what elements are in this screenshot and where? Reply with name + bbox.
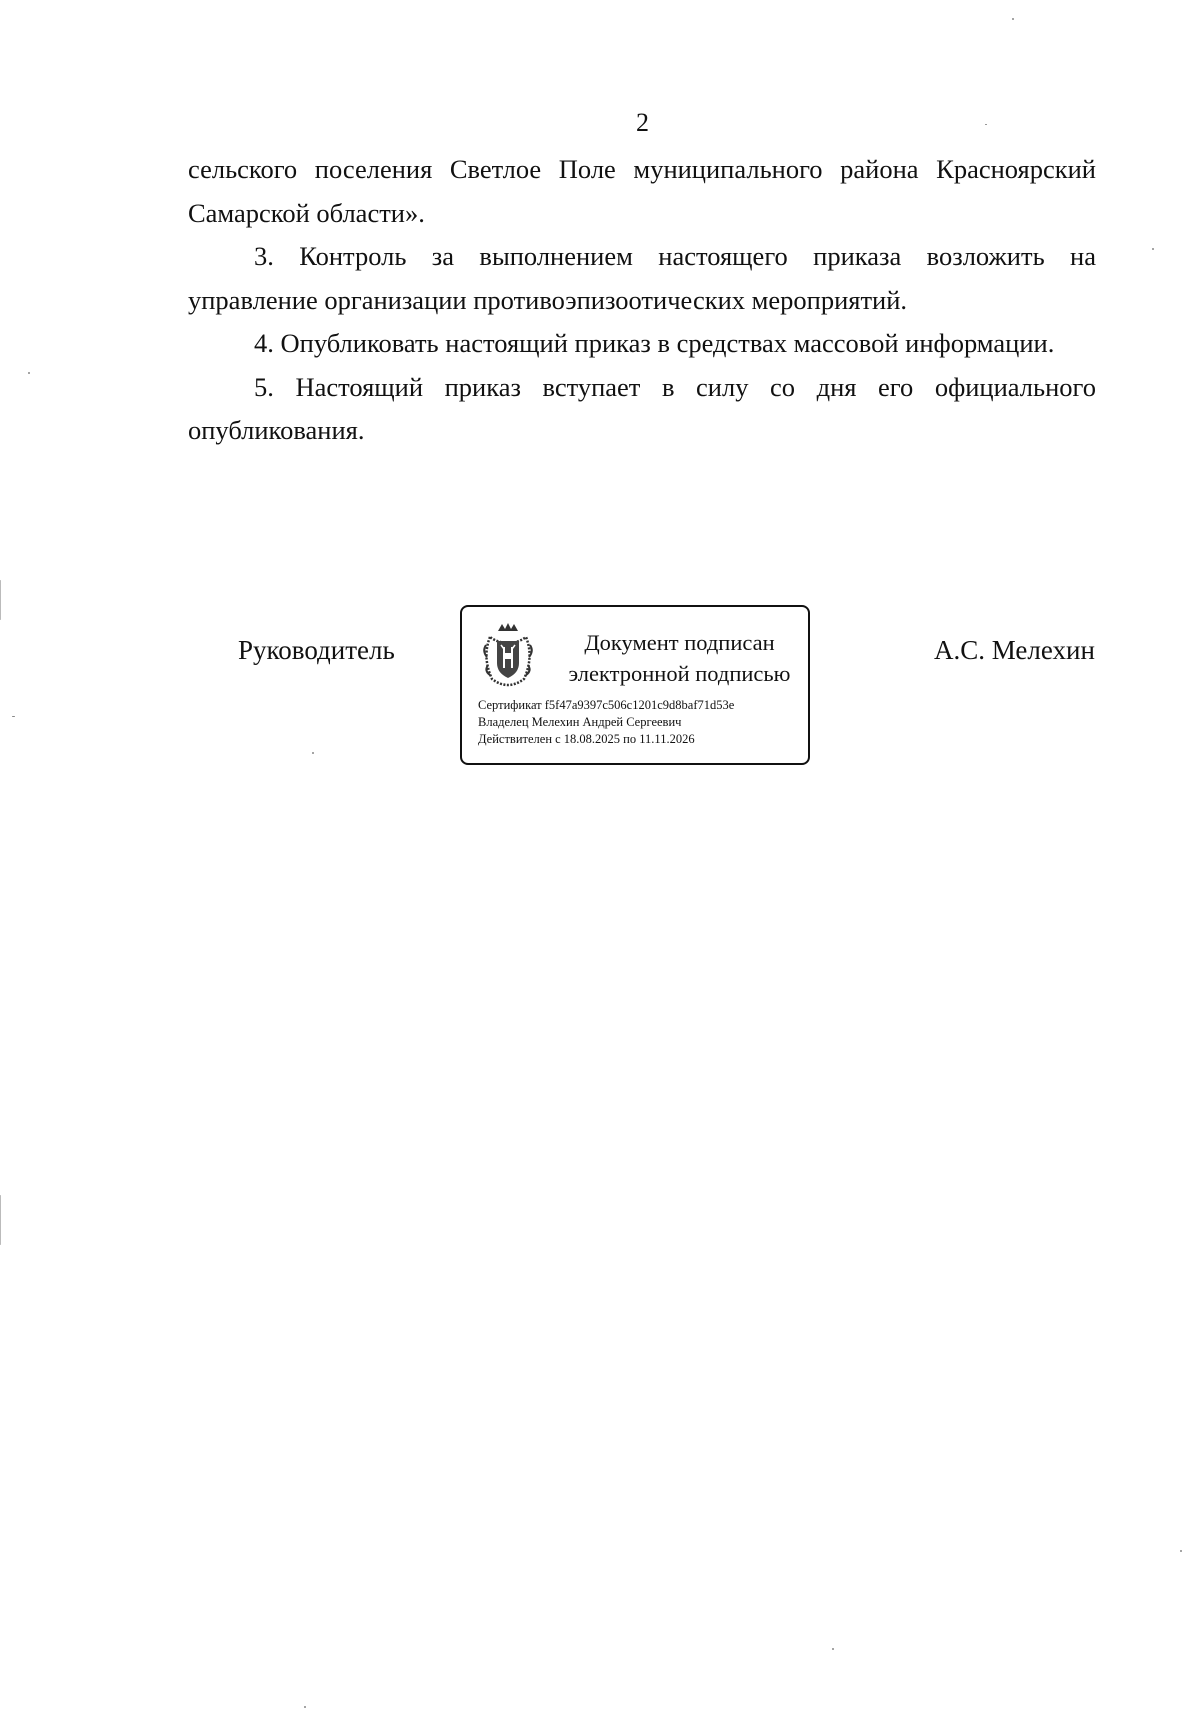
- page-number: 2: [636, 108, 649, 137]
- scan-speck: [832, 1648, 834, 1650]
- certificate-validity: Действителен с 18.08.2025 по 11.11.2026: [478, 732, 695, 746]
- certificate-details: [478, 697, 734, 748]
- scan-speck: [1012, 18, 1014, 20]
- scan-speck: [985, 124, 987, 125]
- scan-speck: [28, 372, 30, 374]
- electronic-signature-stamp: [460, 605, 810, 765]
- certificate-owner: Владелец Мелехин Андрей Сергеевич: [478, 715, 682, 729]
- signer-name: А.С. Мелехин: [934, 635, 1095, 665]
- signer-position: Руководитель: [238, 635, 395, 665]
- paragraph-item-4: 4. Опубликовать настоящий приказ в средствах массовой информации.: [254, 328, 1055, 358]
- scan-speck: [304, 1706, 306, 1708]
- scan-speck: [0, 580, 1, 620]
- coat-of-arms-icon: [478, 621, 538, 687]
- document-body: [188, 148, 1096, 453]
- paragraph-item-3: 3. Контроль за выполнением настоящего приказа возложить на управление организации противоэпизоотических мероприятий.: [188, 241, 1096, 315]
- paragraph-item-5: 5. Настоящий приказ вступает в силу со дня его официального опубликования.: [188, 371, 1096, 445]
- scan-speck: [312, 752, 314, 754]
- signature-block: [0, 605, 1200, 765]
- paragraph-continuation: сельского поселения Светлое Поле муниципального района Красноярский Самарской области».: [188, 154, 1096, 228]
- scan-speck: [0, 1195, 1, 1245]
- certificate-number: Сертификат f5f47a9397c506c1201c9d8baf71d53e: [478, 698, 735, 712]
- scan-speck: [12, 716, 15, 717]
- scan-speck: [1180, 1550, 1182, 1552]
- stamp-title: Документ подписан электронной подписью: [568, 630, 791, 686]
- scan-speck: [1152, 248, 1154, 250]
